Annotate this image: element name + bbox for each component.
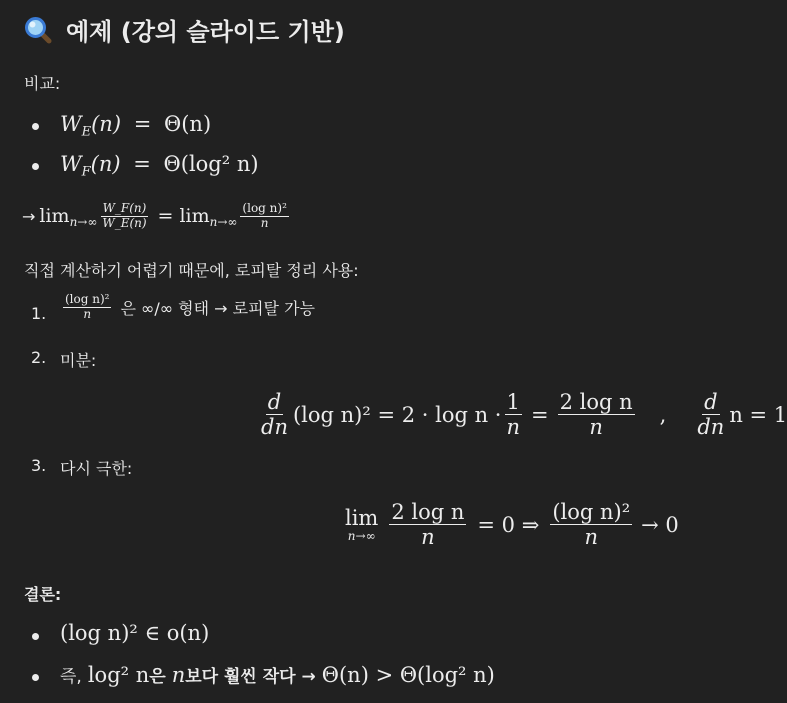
w-subscript: E	[81, 124, 92, 140]
rhs: Θ(log² n)	[163, 152, 259, 176]
fraction: $\frac{W\_F(n)}{W\_E(n)}$	[102, 201, 147, 230]
bullet	[32, 674, 39, 681]
w-symbol: W	[60, 112, 82, 136]
lim: lim	[39, 205, 70, 228]
limit-formula: lim n→∞ $\frac{\text{2 log n}}{n}$ = 0 ⇒ $\frac{\text{(log n)²}}{n}$ → 0	[345, 500, 679, 550]
conclusion-label: 결론:	[24, 585, 62, 604]
bullet	[32, 633, 39, 640]
magnifier-icon	[24, 16, 52, 44]
fraction: $\frac{\text{2 log n}}{n}$	[559, 390, 633, 440]
step-number: 3.	[31, 456, 47, 475]
compare-item-2: $W_F(n) = \Theta(\log^2$ n)	[60, 152, 259, 180]
conclusion-item-2: 즉, log² n 은 n 보다 훨씬 작다 → Θ(n) > Θ(log² n)	[60, 662, 495, 687]
compare-label: 비교:	[24, 74, 61, 93]
fraction: $\frac{d}{dn}$	[261, 390, 288, 440]
compare-item-1: $W_E(n) = \Theta(n)$	[60, 112, 212, 140]
conclusion-item-1: (log n)² ∈ o(n)	[60, 621, 210, 645]
step-text: 다시 극한:	[60, 459, 133, 478]
w-symbol: W	[60, 152, 82, 176]
bullet	[32, 123, 39, 130]
fraction: $\frac{\text{2 log n}}{n}$	[391, 500, 465, 550]
fraction: $\frac{\text{(log n)²}}{n}$	[242, 201, 287, 230]
bullet	[32, 163, 39, 170]
rhs: Θ(n)	[164, 112, 212, 136]
step-text: 미분:	[60, 351, 97, 370]
step-1	[60, 293, 315, 322]
fraction: $\frac{\text{(log n)²}}{n}$	[65, 292, 110, 321]
intro-text: 직접 계산하기 어렵기 때문에, 로피탈 정리 사용:	[24, 261, 359, 280]
step-number: 1.	[31, 304, 47, 323]
fraction: $\frac{\text{(log n)²}}{n}$	[552, 500, 631, 550]
page-title: 예제 (강의 슬라이드 기반)	[66, 18, 345, 46]
lim-block: lim n→∞	[345, 505, 379, 543]
header	[24, 12, 345, 47]
limit-expression: → lim n→∞ $\frac{W\_F(n)}{W\_E(n)}$ = lim n→∞ $\frac{\text{(log n)²}}{n}$	[22, 201, 287, 230]
derivative-formula: $\frac{d}{dn}$ (log n)² = 2 · log n · $\frac{1}{n}$ = $\frac{\text{2 log n}}{n}$ , $\frac{d}{dn}$ n = 1	[261, 390, 787, 440]
fraction: $\frac{1}{n}$	[506, 390, 520, 440]
lim: lim	[179, 205, 210, 228]
lim-subscript: n→∞	[69, 215, 98, 230]
lim-subscript: n→∞	[209, 215, 238, 230]
arrow: →	[22, 206, 36, 226]
fraction: $\frac{d}{dn}$	[697, 390, 725, 440]
step-text: 은 ∞/∞ 형태 → 로피탈 가능	[120, 298, 315, 318]
step-number: 2.	[31, 348, 47, 367]
w-subscript: F	[81, 164, 91, 180]
